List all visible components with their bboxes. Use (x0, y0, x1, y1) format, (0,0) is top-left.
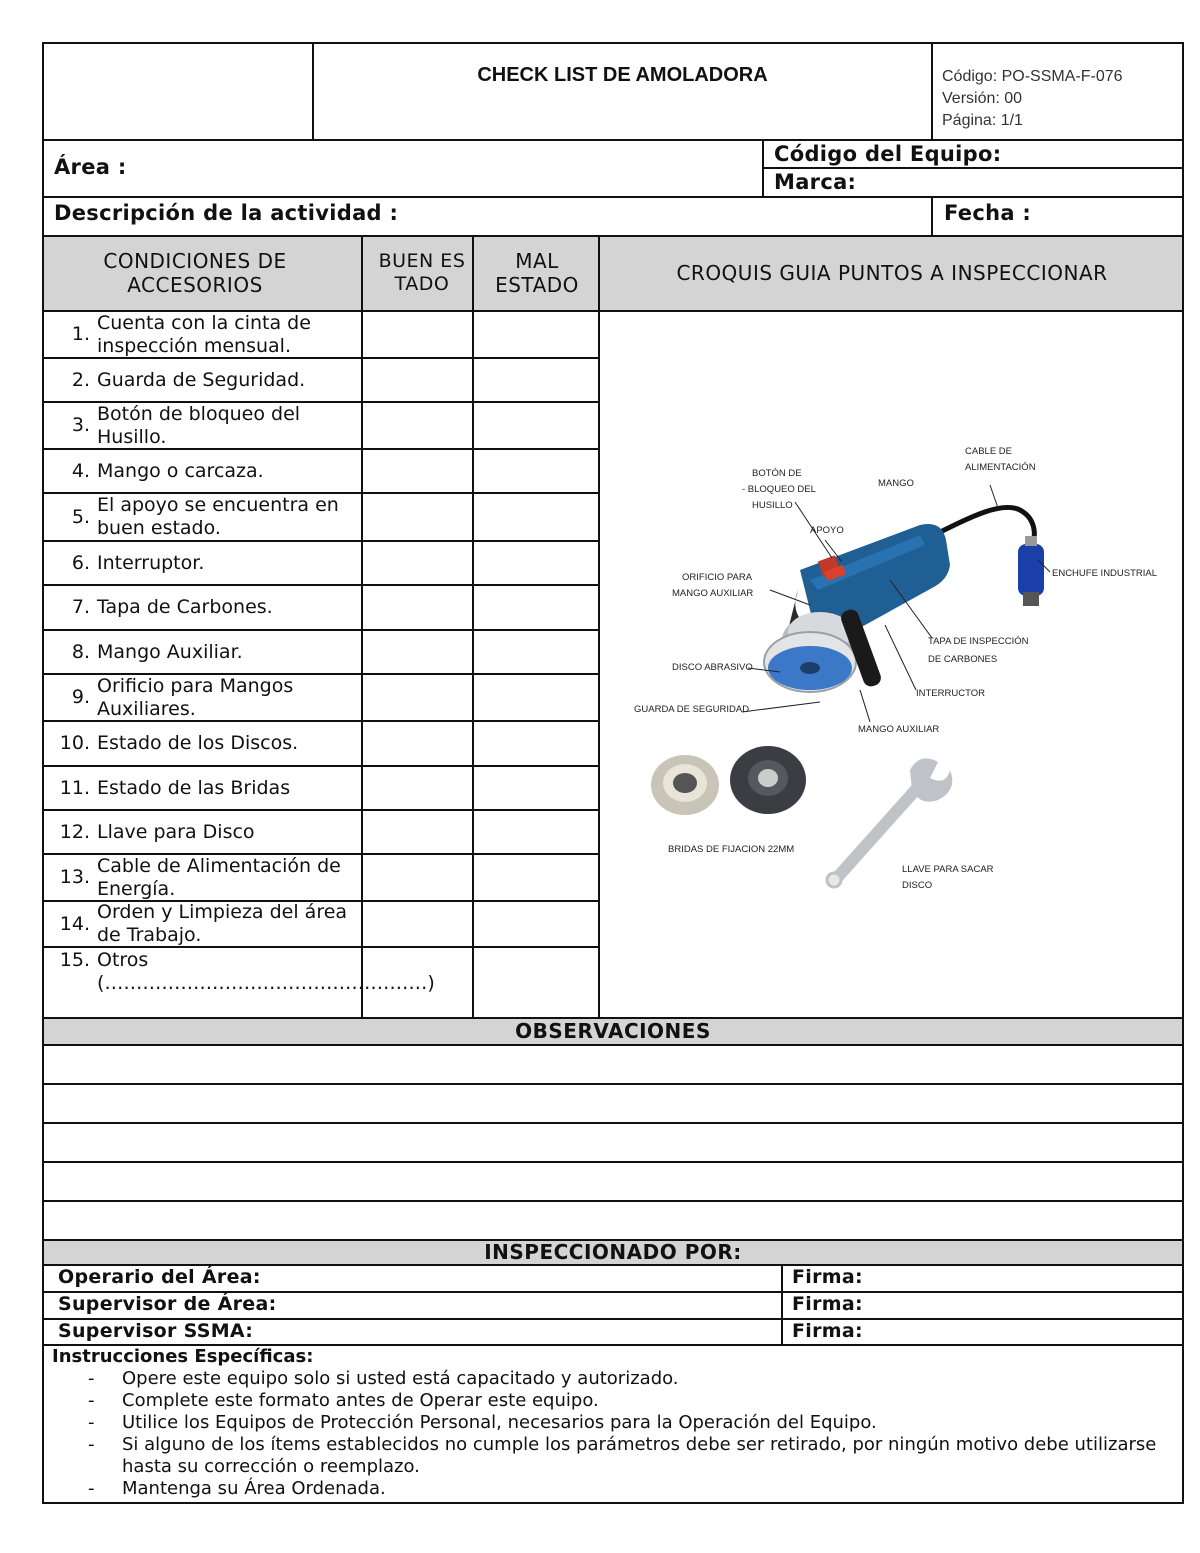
item-text: Botón de bloqueo del Husillo. (97, 402, 301, 448)
label-disco: DISCO ABRASIVO (672, 662, 753, 673)
observation-line[interactable] (44, 1124, 1182, 1161)
checklist-item (44, 902, 362, 946)
checklist-item (44, 811, 362, 853)
label-apoyo: APOYO (810, 525, 844, 536)
date-label: Fecha : (944, 201, 1032, 225)
document-page: Página: 1/1 (942, 112, 1023, 129)
svg-text:MANGO AUXILIAR: MANGO AUXILIAR (672, 588, 754, 599)
item-text: Orden y Limpieza del área de Trabajo. (97, 901, 348, 946)
checklist-item (44, 675, 362, 720)
bad-state-header: MAL ESTADO (495, 249, 579, 297)
observation-line[interactable] (44, 1085, 1182, 1122)
checklist-item (44, 450, 362, 492)
checklist-item (44, 494, 362, 540)
item-number: 9. (71, 686, 90, 708)
equipment-code-label: Código del Equipo: (774, 142, 1002, 166)
svg-text:DISCO: DISCO (902, 880, 933, 891)
item-text: Llave para Disco (97, 820, 255, 843)
item-number: 8. (71, 640, 90, 663)
conditions-header: CONDICIONES DE ACCESORIOS (103, 249, 287, 297)
item-number: 15. (59, 949, 90, 971)
item-number: 12. (59, 820, 90, 843)
instruction-item: - Si alguno de los ítems establecidos no cumple los parámetros debe ser retirado, por ningún motivo debe utilizarse hasta su corrección o reemplazo. (88, 1434, 1157, 1477)
item-number: 11. (59, 776, 90, 799)
document-code: Código: PO-SSMA-F-076 (942, 68, 1123, 85)
label-enchufe: ENCHUFE INDUSTRIAL (1052, 568, 1158, 579)
label-orificio: ORIFICIO PARA (682, 572, 753, 583)
diagram-header: CROQUIS GUIA PUNTOS A INSPECCIONAR (676, 261, 1108, 285)
activity-description-label: Descripción de la actividad : (54, 201, 399, 225)
label-llave: LLAVE PARA SACAR (902, 864, 994, 875)
checklist-item (44, 359, 362, 401)
checklist-item (44, 586, 362, 629)
grinder-icon (764, 524, 950, 692)
instructions-list (52, 1368, 1176, 1500)
observations-title: OBSERVACIONES (515, 1019, 711, 1043)
area-supervisor-signature-label: Firma: (792, 1293, 863, 1315)
label-boton: BOTÓN DE (752, 468, 802, 479)
item-number: 6. (71, 551, 90, 574)
label-interruptor: INTERRUCTOR (916, 688, 985, 699)
item-number: 10. (59, 732, 90, 754)
logo-box (44, 44, 312, 138)
divider (931, 196, 933, 236)
label-bridas: BRIDAS DE FIJACION 22MM (668, 844, 795, 855)
item-number: 5. (71, 505, 90, 528)
divider (931, 42, 933, 140)
ssma-supervisor-label: Supervisor SSMA: (58, 1320, 254, 1342)
label-cable: CABLE DE (965, 446, 1012, 457)
item-text: Estado de los Discos. (97, 732, 299, 754)
checklist-item (44, 855, 362, 900)
item-text: Otros (……………………………………………) (97, 949, 435, 994)
observation-line[interactable] (44, 1202, 1182, 1239)
checklist-item (44, 767, 362, 809)
document-meta (942, 66, 1182, 132)
svg-text:DE CARBONES: DE CARBONES (928, 654, 998, 665)
item-number: 1. (71, 323, 90, 345)
divider (762, 167, 1184, 169)
svg-text:- BLOQUEO DEL: - BLOQUEO DEL (742, 484, 816, 495)
divider (42, 196, 1184, 198)
flange-dark-icon (730, 746, 806, 814)
item-number: 14. (59, 912, 90, 935)
divider (781, 1264, 783, 1345)
area-supervisor-label: Supervisor de Área: (58, 1293, 277, 1315)
checklist-item (44, 403, 362, 448)
item-text: Orificio para Mangos Auxiliares. (97, 674, 294, 720)
item-text: Cable de Alimentación de Energía. (97, 854, 341, 900)
item-text: Mango Auxiliar. (97, 640, 243, 663)
checklist-item (44, 631, 362, 673)
instruction-item: - Opere este equipo solo si usted está capacitado y autorizado. (88, 1368, 679, 1389)
svg-text:ALIMENTACIÓN: ALIMENTACIÓN (965, 462, 1036, 473)
checklist-item (44, 722, 362, 765)
inspected-by-title: INSPECCIONADO POR: (484, 1240, 742, 1264)
instruction-item: - Complete este formato antes de Operar este equipo. (88, 1390, 599, 1411)
item-text: Interruptor. (97, 551, 205, 574)
item-text: Mango o carcaza. (97, 459, 264, 482)
item-text: Cuenta con la cinta de inspección mensual. (97, 311, 311, 357)
item-text: Tapa de Carbones. (97, 596, 273, 618)
item-text: Guarda de Seguridad. (97, 368, 306, 391)
brand-label: Marca: (774, 170, 857, 194)
item-number: 4. (71, 459, 90, 482)
instruction-item: - Mantenga su Área Ordenada. (88, 1478, 386, 1499)
checklist-item (44, 312, 362, 357)
label-mango: MANGO (878, 478, 914, 489)
operator-signature-label: Firma: (792, 1266, 863, 1288)
checklist-item (44, 948, 435, 1017)
checklist-item (44, 542, 362, 584)
label-mango-aux: MANGO AUXILIAR (858, 724, 940, 735)
svg-text:HUSILLO: HUSILLO (752, 500, 793, 511)
item-text: El apoyo se encuentra en buen estado. (97, 494, 339, 539)
item-number: 3. (71, 414, 90, 436)
divider (42, 139, 1184, 141)
item-text: Estado de las Bridas (97, 776, 291, 799)
area-label: Área : (54, 155, 127, 179)
item-number: 13. (59, 866, 90, 888)
operator-label: Operario del Área: (58, 1266, 261, 1288)
observation-line[interactable] (44, 1163, 1182, 1200)
ssma-supervisor-signature-label: Firma: (792, 1320, 863, 1342)
observation-line[interactable] (44, 1046, 1182, 1083)
flange-light-icon (651, 755, 719, 815)
instruction-item: - Utilice los Equipos de Protección Personal, necesarios para la Operación del Equipo. (88, 1412, 877, 1433)
industrial-plug-icon (1018, 536, 1044, 606)
grinder-diagram (620, 440, 1180, 910)
item-number: 2. (71, 368, 90, 391)
good-state-header: BUEN ESTADO (378, 250, 466, 295)
document-version: Versión: 00 (942, 90, 1023, 107)
instructions-title: Instrucciones Específicas: (52, 1346, 314, 1367)
instructions-block (52, 1346, 1176, 1500)
label-guarda: GUARDA DE SEGURIDAD (634, 704, 750, 715)
item-number: 7. (71, 596, 90, 618)
document-title: CHECK LIST DE AMOLADORA (477, 63, 768, 86)
label-tapa: TAPA DE INSPECCIÓN (928, 636, 1029, 647)
